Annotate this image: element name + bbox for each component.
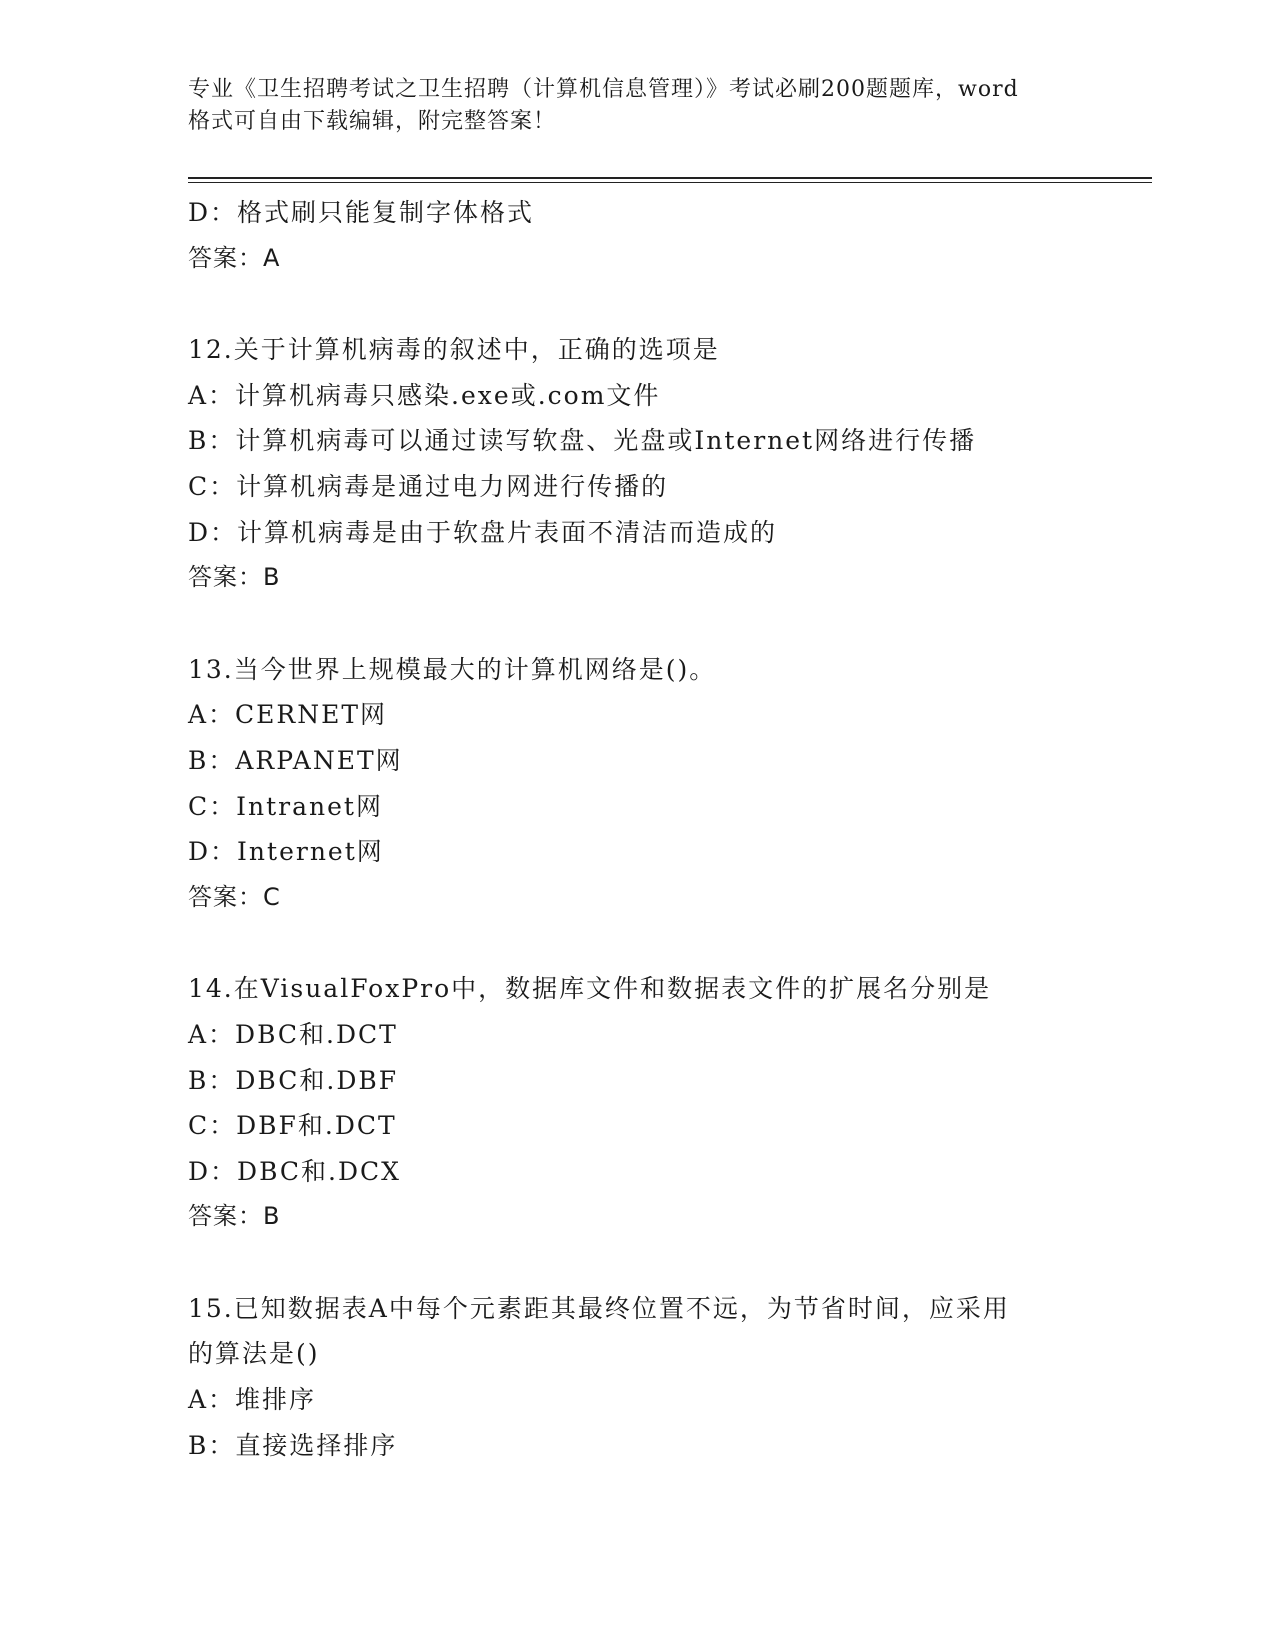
option-b: B：直接选择排序 bbox=[188, 1430, 398, 1460]
option-b: B：DBC和.DBF bbox=[188, 1065, 399, 1095]
option-c: C：计算机病毒是通过电力网进行传播的 bbox=[188, 471, 669, 501]
answer-line: 答案：B bbox=[188, 563, 281, 592]
option-c: C：Intranet网 bbox=[188, 791, 383, 821]
document-header bbox=[188, 74, 1088, 138]
question-text-line-1: 15.已知数据表A中每个元素距其最终位置不远，为节省时间，应采用 bbox=[188, 1293, 1010, 1323]
question-text-line-2: 的算法是() bbox=[188, 1339, 320, 1369]
option-a: A：DBC和.DCT bbox=[188, 1019, 398, 1049]
answer-line: 答案：B bbox=[188, 1202, 281, 1231]
option-d: D：Internet网 bbox=[188, 837, 384, 867]
question-14 bbox=[188, 966, 1148, 1240]
option-a: A：CERNET网 bbox=[188, 700, 388, 730]
option-d: D：计算机病毒是由于软盘片表面不清洁而造成的 bbox=[188, 517, 778, 547]
option-b: B：ARPANET网 bbox=[188, 745, 403, 775]
option-c: C：DBF和.DCT bbox=[188, 1111, 397, 1141]
document-body bbox=[188, 190, 1148, 1468]
question-15 bbox=[188, 1286, 1148, 1468]
header-line-1: 专业《卫生招聘考试之卫生招聘（计算机信息管理）》考试必刷200题题库，word bbox=[188, 77, 1019, 102]
header-divider-thick bbox=[188, 177, 1152, 179]
option-a: A：计算机病毒只感染.exe或.com文件 bbox=[188, 380, 661, 410]
answer-line: 答案：C bbox=[188, 882, 281, 911]
option-d: D：DBC和.DCX bbox=[188, 1156, 401, 1186]
question-13 bbox=[188, 647, 1148, 921]
header-line-2: 格式可自由下载编辑，附完整答案！ bbox=[188, 109, 557, 134]
option-d: D：格式刷只能复制字体格式 bbox=[188, 198, 535, 227]
option-b: B：计算机病毒可以通过读写软盘、光盘或Internet网络进行传播 bbox=[188, 426, 977, 456]
question-text: 14.在VisualFoxPro中，数据库文件和数据表文件的扩展名分别是 bbox=[188, 974, 992, 1004]
question-text: 12.关于计算机病毒的叙述中，正确的选项是 bbox=[188, 335, 720, 365]
question-12 bbox=[188, 327, 1148, 601]
question-text: 13.当今世界上规模最大的计算机网络是()。 bbox=[188, 654, 717, 684]
option-a: A：堆排序 bbox=[188, 1385, 317, 1415]
previous-question-tail bbox=[188, 190, 1148, 281]
header-divider-thin bbox=[188, 182, 1152, 183]
answer-line: 答案：A bbox=[188, 243, 281, 272]
